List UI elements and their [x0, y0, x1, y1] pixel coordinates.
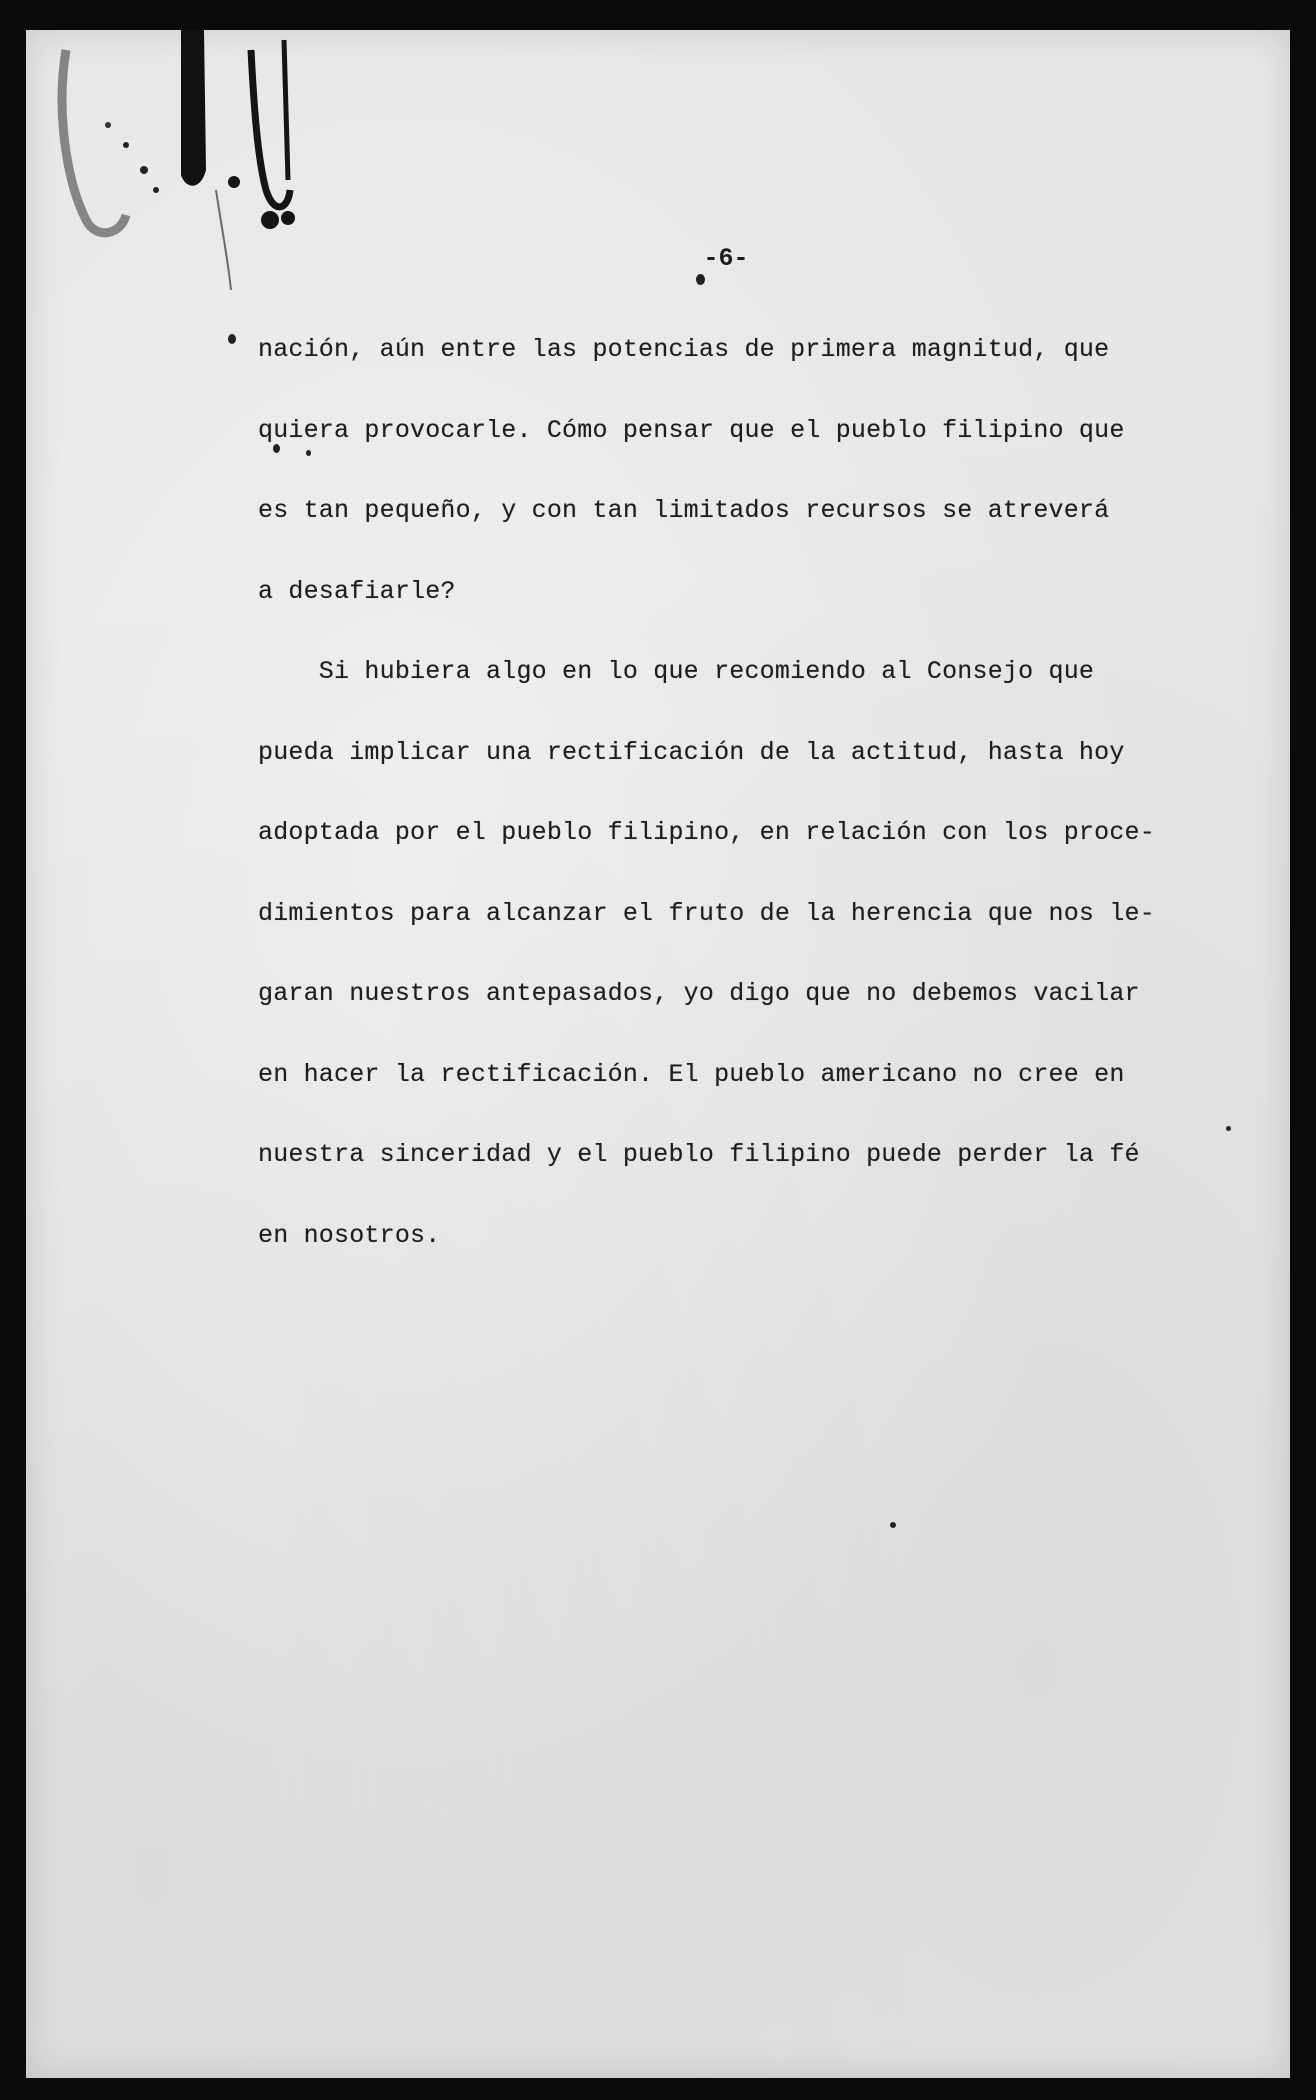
- text-line: es tan pequeño, y con tan limitados recursos se atreverá: [258, 496, 1110, 525]
- text-line: dimientos para alcanzar el fruto de la herencia que nos le-: [258, 898, 1155, 928]
- body-text: [258, 320, 1198, 1286]
- text-line: nación, aún entre las potencias de primera magnitud, que: [258, 335, 1110, 364]
- text-line: Si hubiera algo en lo que recomiendo al Consejo que: [258, 657, 1095, 686]
- page-number: -6-: [703, 244, 749, 273]
- text-line: a desafiarle?: [258, 576, 456, 606]
- text-line: adoptada por el pueblo filipino, en relación con los proce-: [258, 818, 1155, 847]
- text-line: en nosotros.: [258, 1220, 441, 1250]
- text-line: quiera provocarle. Cómo pensar que el pueblo filipino que: [258, 415, 1125, 445]
- text-line: garan nuestros antepasados, yo digo que no debemos vacilar: [258, 979, 1140, 1008]
- paragraph: [258, 642, 1198, 1286]
- paragraph: [258, 320, 1198, 642]
- ink-speck: [1226, 1126, 1231, 1131]
- ink-speck: [228, 334, 236, 344]
- document-page: [26, 30, 1290, 2078]
- text-line: en hacer la rectificación. El pueblo americano no cree en: [258, 1059, 1125, 1089]
- ink-speck: [696, 274, 705, 285]
- text-line: pueda implicar una rectificación de la actitud, hasta hoy: [258, 737, 1125, 767]
- ink-speck: [890, 1522, 896, 1528]
- text-line: nuestra sinceridad y el pueblo filipino puede perder la fé: [258, 1140, 1140, 1169]
- ink-stain-marks: [26, 30, 426, 290]
